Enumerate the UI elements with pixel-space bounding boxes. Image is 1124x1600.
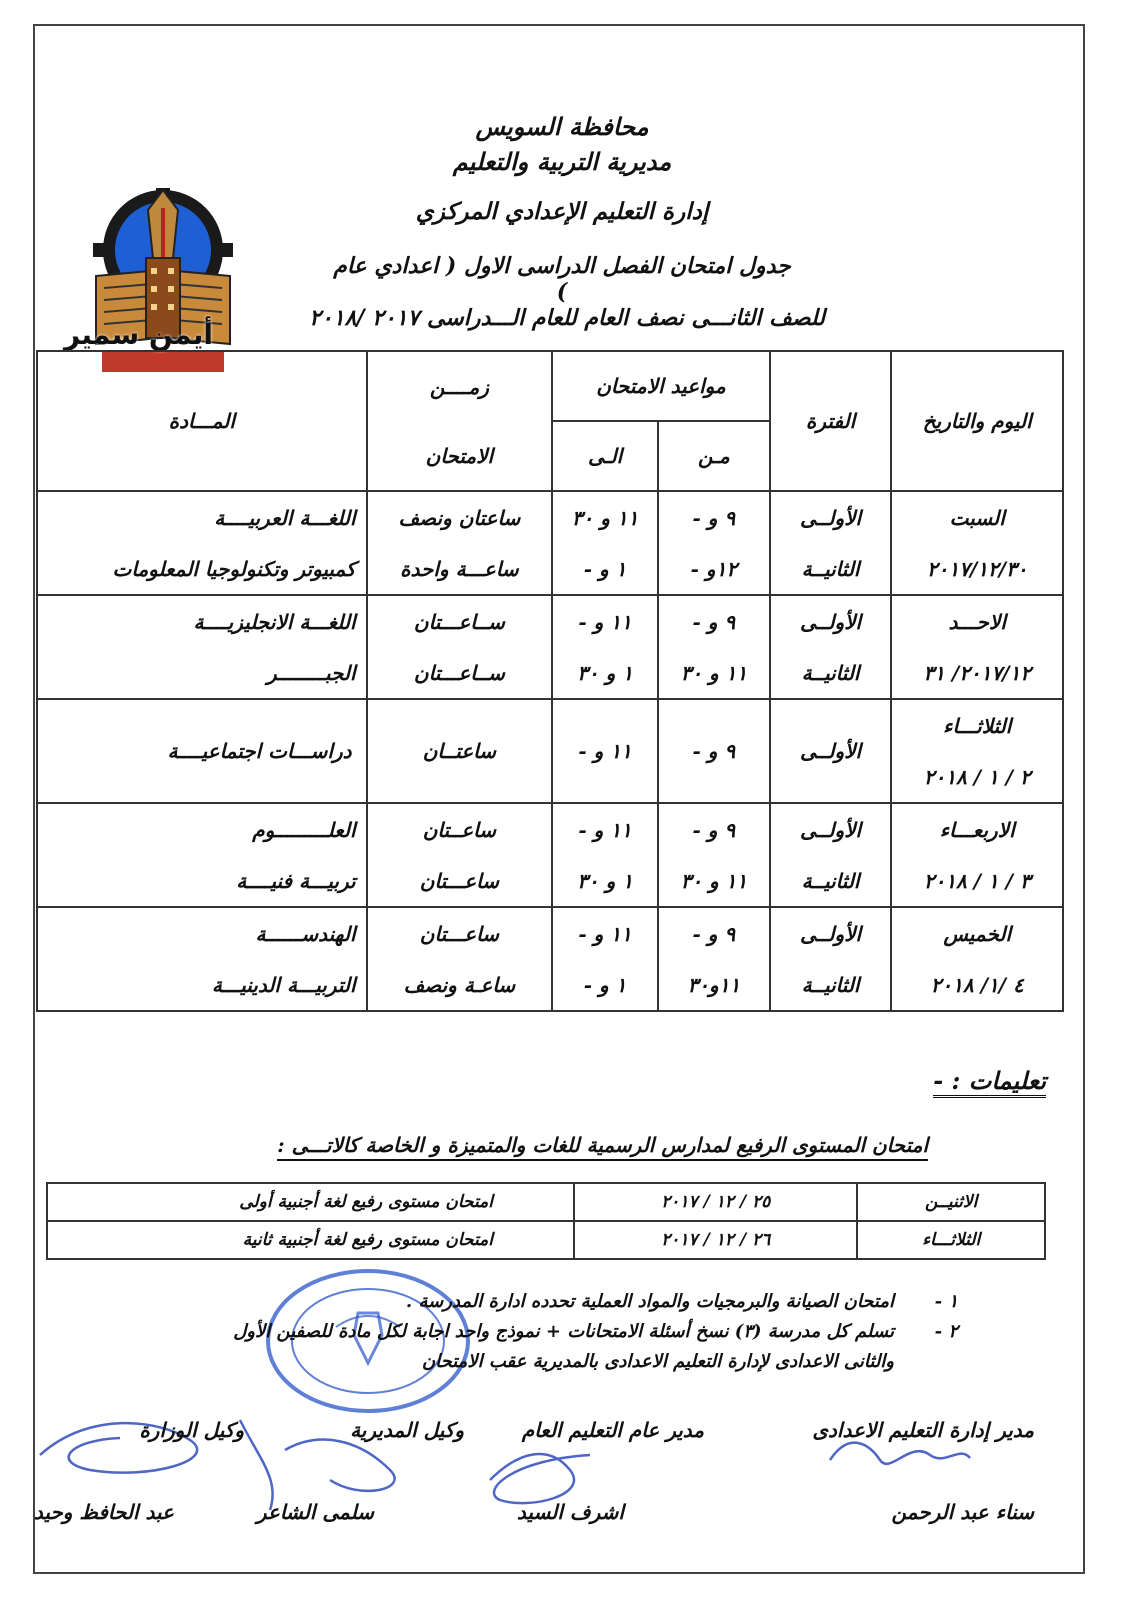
subject-cell: العلـــــــــوم <box>252 817 356 842</box>
to-cell: ١١ و ٣٠ <box>571 505 639 530</box>
subject-cell: التربيـــة الدينيـــة <box>211 972 356 997</box>
date-cell: ٢٠١٧/١٢/٣٠ <box>926 556 1028 581</box>
from-cell: ٩ و - <box>692 505 736 530</box>
duration-cell: ســاعـــتان <box>413 660 505 685</box>
subject-cell: تربيـــة فنيــــة <box>236 868 356 893</box>
signature-name: اشرف السيد <box>516 1500 624 1524</box>
duration-cell: ساعـــتان <box>419 921 499 946</box>
adv-day: الاثنيــن <box>857 1183 1045 1221</box>
instructions-title <box>933 1066 1046 1095</box>
adv-date: ٢٥ / ١٢ / ٢٠١٧ <box>574 1183 857 1221</box>
note-number: ٢ - <box>934 1321 958 1342</box>
header-to: الـى <box>552 421 658 491</box>
from-cell: ٩ و - <box>692 921 736 946</box>
period-cell: الثانيــة <box>801 660 860 685</box>
period-cell: الأولــى <box>800 609 862 634</box>
subject-cell: دراســـات اجتماعيــــة <box>37 699 367 803</box>
signature-title: مدير عام التعليم العام <box>521 1418 704 1442</box>
instructions-notes <box>158 1287 958 1377</box>
day-cell: الاربعـــاء <box>939 817 1015 842</box>
header-duration-top: زمــــن <box>429 374 489 399</box>
from-cell: ١١و٣٠ <box>687 972 741 997</box>
date-cell: ٤ /١/ ٢٠١٨ <box>930 972 1024 997</box>
directorate-heading: مديرية التربية والتعليم <box>452 147 672 176</box>
period-cell: الثانيــة <box>801 972 860 997</box>
subject-cell: الجبــــــــر <box>267 660 356 685</box>
list-item <box>158 1347 958 1377</box>
from-cell: ١١ و ٣٠ <box>680 868 748 893</box>
from-cell: ٩ و - <box>692 817 736 842</box>
from-cell: ٩ و - <box>692 609 736 634</box>
header-day-date: اليوم والتاريخ <box>891 351 1063 491</box>
signature-name: سلمى الشاعر <box>256 1500 374 1524</box>
instructions-title-text: تعليمات : - <box>933 1066 1046 1098</box>
duration-cell: ساعــتان <box>422 817 497 842</box>
duration-cell: ساعتان ونصف <box>398 505 521 530</box>
table-row <box>47 1183 1045 1221</box>
subject-cell: اللغـــة العربيــــة <box>214 505 356 530</box>
subject-cell: اللغـــة الانجليزيــــة <box>193 609 356 634</box>
duration-cell: ساعتــان <box>367 699 553 803</box>
table-row <box>37 803 1063 907</box>
duration-cell: ساعـــة واحدة <box>400 556 519 581</box>
header-from: مـن <box>658 421 770 491</box>
governorate-heading: محافظة السويس <box>475 112 649 141</box>
period-cell: الأولــى <box>770 699 892 803</box>
note-text: تسلم كل مدرسة (٣) نسخ أسئلة الامتحانات + نموذج واحد اجابة لكل مادة للصفين الأول <box>233 1321 894 1342</box>
table-row <box>47 1221 1045 1259</box>
header-duration <box>367 351 553 491</box>
duration-cell: ساعـة ونصف <box>403 972 516 997</box>
header-exam-times: مواعيد الامتحان <box>552 351 770 421</box>
adv-date: ٢٦ / ١٢ / ٢٠١٧ <box>574 1221 857 1259</box>
period-cell: الأولــى <box>800 817 862 842</box>
to-cell: ١١ و - <box>578 817 632 842</box>
from-cell: ١١ و ٣٠ <box>680 660 748 685</box>
header-duration-bottom: الامتحان <box>425 443 494 468</box>
upper-level-note: امتحان المستوى الرفيع لمدارس الرسمية للغات والمتميزة و الخاصة كالاتـــى : <box>277 1133 928 1161</box>
list-item <box>158 1317 958 1347</box>
adv-desc: امتحان مستوى رفيع لغة أجنبية ثانية <box>47 1221 574 1259</box>
signature-name: عبد الحافظ وحيد <box>33 1500 174 1524</box>
period-cell: الثانيــة <box>801 556 860 581</box>
subject-cell: الهندســــــة <box>255 921 356 946</box>
period-cell: الأولــى <box>800 505 862 530</box>
day-cell: الاحـــد <box>948 609 1006 634</box>
to-cell: ١١ و - <box>578 609 632 634</box>
date-cell: ٢ / ١ / ٢٠١٨ <box>923 764 1031 789</box>
table-row <box>37 595 1063 699</box>
header-subject: المـــادة <box>37 351 367 491</box>
signature-name: سناء عبد الرحمن <box>891 1500 1034 1524</box>
advanced-level-table <box>46 1182 1046 1260</box>
from-cell: ٩ و - <box>658 699 770 803</box>
date-cell: ٣ / ١ / ٢٠١٨ <box>923 868 1031 893</box>
period-cell: الأولــى <box>800 921 862 946</box>
note-number <box>894 1347 958 1377</box>
subject-cell: كمبيوتر وتكنولوجيا المعلومات <box>112 556 356 581</box>
from-cell: ١٢و - <box>690 556 738 581</box>
to-cell: ١ و ٣٠ <box>577 660 633 685</box>
adv-day: الثلاثـــاء <box>857 1221 1045 1259</box>
day-cell: السبت <box>949 505 1005 530</box>
list-item <box>158 1287 958 1317</box>
signature-title: وكيل الوزارة <box>139 1418 244 1442</box>
table-row <box>37 907 1063 1011</box>
to-cell: ١١ و - <box>578 921 632 946</box>
to-cell: ١ و - <box>583 556 627 581</box>
signature-title: وكيل المديرية <box>350 1418 464 1442</box>
header-period: الفترة <box>770 351 892 491</box>
signature-title: مدير إدارة التعليم الاعدادى <box>812 1418 1034 1442</box>
period-cell: الثانيــة <box>801 868 860 893</box>
signature-names <box>33 1500 1034 1540</box>
duration-cell: ساعـــتان <box>419 868 499 893</box>
day-cell: الخميس <box>943 921 1012 946</box>
note-number: ١ - <box>934 1291 958 1312</box>
table-row <box>37 491 1063 595</box>
date-cell: ٢٠١٧/١٢/ ٣١ <box>923 660 1031 685</box>
schedule-title: جدول امتحان الفصل الدراسى الاول ( اعدادي عام ) <box>333 253 791 305</box>
to-cell: ١١ و - <box>552 699 658 803</box>
administration-heading: إدارة التعليم الإعدادي المركزي <box>415 198 709 225</box>
exam-schedule-table <box>36 350 1064 1012</box>
to-cell: ١ و - <box>583 972 627 997</box>
note-text: والثانى الاعدادى لإدارة التعليم الاعدادى بالمديرية عقب الامتحان <box>421 1351 894 1372</box>
grade-year-line: للصف الثانـــى نصف العام للعام الـــدراسى ٢٠١٧ /٢٠١٨ <box>309 305 825 331</box>
note-text: امتحان الصيانة والبرمجيات والمواد العملية تحدده ادارة المدرسة . <box>405 1291 894 1312</box>
watermark-text: أيمن سمير <box>64 318 213 351</box>
adv-desc: امتحان مستوى رفيع لغة أجنبية أولى <box>47 1183 574 1221</box>
to-cell: ١ و ٣٠ <box>577 868 633 893</box>
signature-titles <box>60 1418 1034 1458</box>
day-cell: الثلاثـــاء <box>943 713 1012 738</box>
table-row <box>37 699 1063 803</box>
duration-cell: ســاعـــتان <box>413 609 505 634</box>
